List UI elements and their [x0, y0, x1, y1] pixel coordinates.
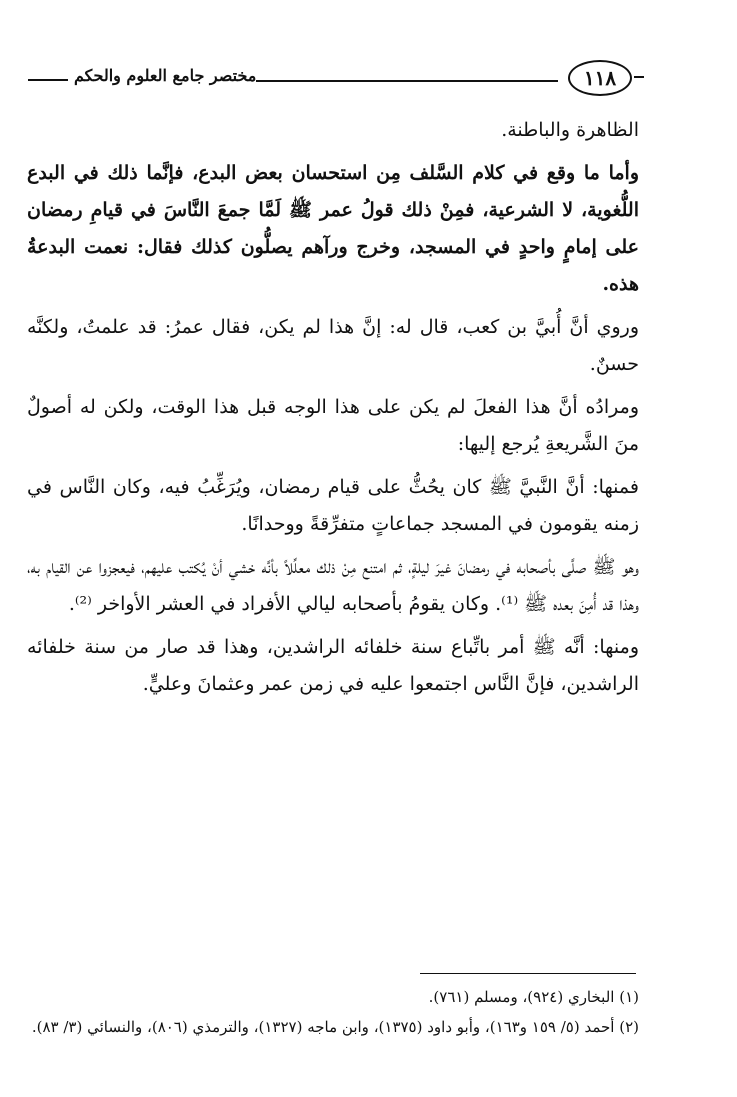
header-dash-left: [28, 79, 68, 81]
paragraph-4: ومرادُه أنَّ هذا الفعلَ لم يكن على هذا الوجه قبل هذا الوقت، ولكن له أصولٌ منَ الشَّريعةِ يُرجع إليها:: [27, 396, 639, 455]
paragraph-7: ومنها: أنَّه ﷺ أمر باتِّباع سنة خلفائه الراشدين، وهذا قد صار من سنة خلفائه الراشدين، فإنَّ النَّاس اجتمعوا عليه في زمن عمر وعثمانَ وعليٍّ.: [27, 636, 639, 695]
footnote-2: (٢) أحمد (٥/ ١٥٩ و١٦٣)، وأبو داود (١٣٧٥)، وابن ماجه (١٣٢٧)، والترمذي (٨٠٦)، والنسائي (٣/ ٨٣).: [31, 1018, 639, 1036]
paragraph-1: الظاهرة والباطنة.: [501, 119, 639, 141]
paragraph-6: وهو ﷺ صلَّى بأصحابه في رمضانَ غيرَ ليلةٍ، ثم امتنع مِنْ ذلك معلِّلاً بأنَّه خشي أنْ يُكتب عليهم، فيعجزوا عن القيام به، وهذا قد أُمِنَ بعده ﷺ ⁽¹⁾. وكان يقومُ بأصحابه ليالي الأفراد في العشر الأواخر ⁽²⁾.: [27, 556, 639, 615]
paragraph-3: وروي أنَّ أُبيَّ بن كعب، قال له: إنَّ هذا لم يكن، فقال عمرُ: قد علمتُ، ولكنَّه حسنٌ.: [27, 316, 639, 375]
page-number: ١١٨: [568, 60, 632, 96]
paragraph-5: فمنها: أنَّ النَّبيَّ ﷺ كان يحُثُّ على قيام رمضان، ويُرَغِّبُ فيه، وكان النَّاس في زمنه يقومون في المسجد جماعاتٍ متفرِّقةً ووحدانًا.: [27, 476, 639, 535]
header-rule: [256, 80, 558, 82]
footnotes: [27, 982, 639, 1042]
paragraph-2: وأما ما وقع في كلام السَّلف مِن استحسان بعض البدع، فإنَّما ذلك في البدع اللُّغوية، لا الشرعية، فمِنْ ذلك قولُ عمر ﷺ لَمَّا جمعَ النَّاسَ في قيامِ رمضان على إمامٍ واحدٍ في المسجد، وخرج ورآهم يصلُّون كذلك فقال: نعمت البدعةُ هذه.: [27, 162, 639, 295]
header-dash-right: [634, 76, 644, 78]
book-title: مختصر جامع العلوم والحكم: [74, 66, 257, 85]
footnote-separator: [420, 973, 636, 974]
footnote-1: (١) البخاري (٩٢٤)، ومسلم (٧٦١).: [428, 988, 639, 1006]
page-header: [18, 58, 718, 98]
main-text: [27, 112, 639, 703]
